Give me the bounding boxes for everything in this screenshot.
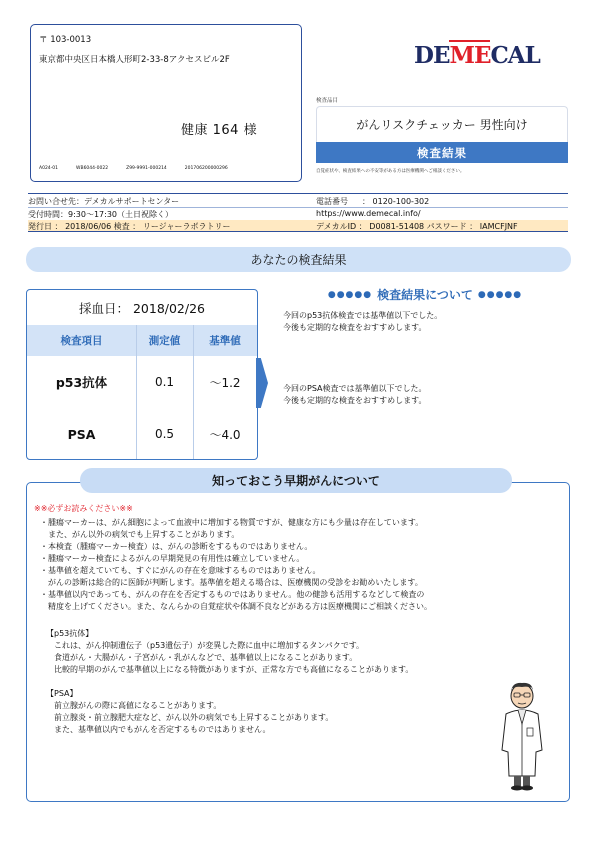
psa-line: 前立腺がんの際に高値になることがあります。	[46, 701, 222, 710]
dots-decoration: ●●●●●	[327, 289, 373, 300]
psa-line: また、基準値以内でもがんを否定するものではありません。	[46, 725, 271, 734]
section-title-results: あなたの検査結果	[26, 247, 571, 272]
mailing-code: Z99-9991-000214	[126, 166, 167, 171]
login-id: デメカルID ： D0081-51408 パスワード ： IAMCFJNF	[316, 222, 518, 231]
issue-info: 発行日 ： 2018/06/06 検査 ： リージャーラボラトリー	[28, 222, 231, 231]
section-title-early-cancer: 知っておこう早期がんについて	[80, 468, 512, 493]
test-value: 0.1	[154, 375, 175, 389]
test-value: 0.5	[154, 427, 175, 441]
product-label: 検査品目	[316, 98, 339, 104]
recipient-name: 健康 164 様	[181, 123, 258, 138]
column-divider	[136, 325, 137, 460]
p53-description	[46, 640, 413, 676]
notice-list	[40, 517, 432, 613]
mailing-code: A024-01	[39, 166, 59, 171]
psa-comment: 今回のPSA検査では基準値以下でした。	[283, 384, 427, 393]
sample-date: 採血日： 2018/02/26	[78, 300, 206, 316]
logo-part: DE	[414, 42, 450, 69]
header-test-item: 検査項目	[60, 335, 103, 347]
header-reference: 基準値	[209, 335, 241, 347]
notice-line: ・基準値以内であっても、がんの存在を否定するものではありません。他の健診も活用するなどして検査の	[40, 590, 425, 599]
notice-line: ・本検査（腫瘍マーカー検査）は、がんの診断をするものではありません。	[40, 542, 313, 551]
p53-line: これは、がん抑制遺伝子（p53遺伝子）が変異した際に血中に増加するタンパクです。	[46, 641, 365, 650]
business-hours: 受付時間：9:30～17:30（土日祝除く）	[28, 210, 174, 219]
notice-line: 精度を上げてください。また、なんらかの自覚症状や体調不良などがある方は医療機関にご相談ください。	[40, 602, 432, 611]
psa-section-title: 【PSA】	[46, 689, 78, 698]
test-name: PSA	[67, 426, 96, 442]
logo-part: CAL	[490, 42, 540, 69]
website-url[interactable]: https://www.demecal.info/	[316, 209, 421, 218]
header-value: 測定値	[148, 335, 181, 347]
notice-line: がんの診断は総合的に医師が判断します。基準値を超える場合は、医療機関の受診をお勧めいたします。	[40, 578, 423, 587]
about-results-title: 検査結果について	[377, 288, 473, 302]
mailing-code: WB6044-0022	[76, 166, 109, 171]
notice-line: ・腫瘍マーカーは、がん細胞によって血液中に増加する物質ですが、健康な方にも少量は存在しています。	[40, 518, 424, 527]
results-table	[26, 289, 258, 460]
notice-line: ・基準値を超えていても、すぐにがんの存在を意味するものではありません。	[40, 566, 321, 575]
p53-comment: 今回のp53抗体検査では基準値以下でした。	[283, 311, 443, 320]
warning-heading: ※※必ずお読みください※※	[34, 504, 133, 513]
test-reference: ～4.0	[209, 427, 241, 442]
psa-comment: 今後も定期的な検査をおすすめします。	[283, 396, 427, 405]
arrow-pointer-icon	[256, 358, 268, 408]
phone-label: 電話番号	[316, 197, 348, 206]
p53-comment: 今後も定期的な検査をおすすめします。	[283, 323, 427, 332]
mailing-code: 201706200000296	[184, 166, 228, 171]
table-header	[27, 325, 257, 356]
recipient-address: 東京都中央区日本橋人形町2-33-8アクセスビル2F	[39, 55, 230, 65]
column-divider	[193, 325, 194, 460]
table-row	[27, 356, 257, 408]
logo-part-accent: ME	[449, 42, 491, 69]
notice-line: ・腫瘍マーカー検査によるがんの早期発見の有用性は確立していません。	[40, 554, 305, 563]
mailing-codes	[39, 166, 299, 171]
demecal-logo	[414, 42, 540, 69]
divider	[28, 207, 568, 208]
doctor-illustration	[492, 680, 552, 792]
dots-decoration: ●●●●●	[477, 289, 523, 300]
psa-description	[46, 700, 333, 736]
product-name: がんリスクチェッカー 男性向け	[316, 106, 568, 142]
postal-code: 〒 103-0013	[39, 35, 92, 45]
p53-line: 食道がん・大腸がん・子宮がん・乳がんなどで、基準値以上になることがあります。	[46, 653, 358, 662]
result-band: 検査結果	[316, 142, 568, 163]
disclaimer: 自覚症状や、検査結果への不安等がある方は医療機関へご相談ください。	[316, 169, 465, 174]
test-name: p53抗体	[55, 375, 108, 390]
table-row	[27, 408, 257, 460]
notice-line: また、がん以外の病気でも上昇することがあります。	[40, 530, 240, 539]
address-window	[30, 24, 302, 182]
p53-section-title: 【p53抗体】	[46, 629, 94, 638]
inquiry-text: お問い合せ先：デメカルサポートセンター	[28, 197, 180, 206]
phone-number: ： 0120-100-302	[362, 197, 430, 206]
divider	[28, 193, 568, 194]
divider	[28, 231, 568, 232]
test-reference: ～1.2	[209, 375, 241, 390]
psa-line: 前立腺炎・前立腺肥大症など、がん以外の病気でも上昇することがあります。	[46, 713, 334, 722]
about-results-heading	[280, 286, 570, 303]
p53-line: 比較的早期のがんで基準値以上になる特徴がありますが、正常な方でも高値になることがあります。	[46, 665, 414, 674]
